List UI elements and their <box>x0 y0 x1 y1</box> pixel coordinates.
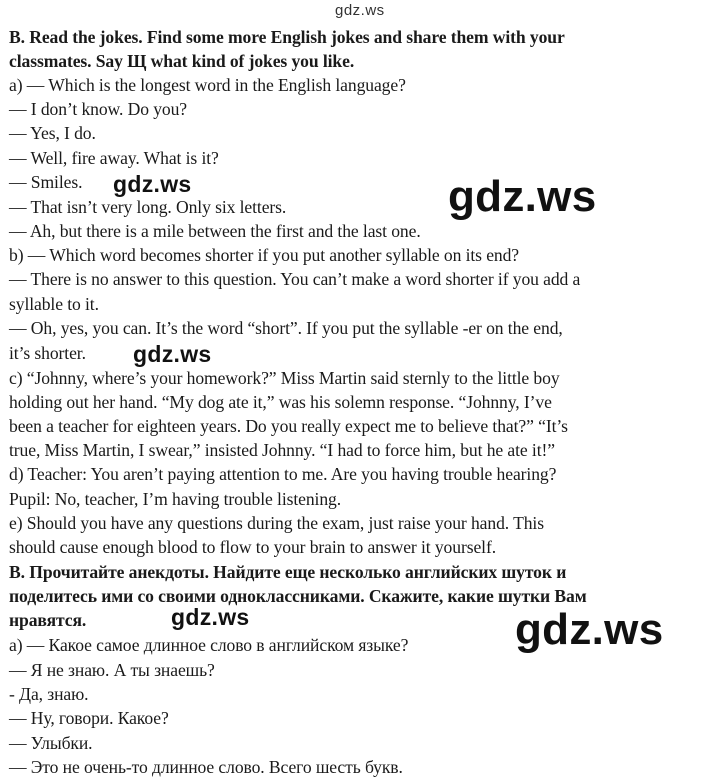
watermark-big-1: gdz.ws <box>448 172 597 221</box>
joke-a-line-5: — Smiles. <box>9 172 83 192</box>
joke-a-ru-line-2: — Я не знаю. А ты знаешь? <box>9 660 215 680</box>
joke-a-line-4: — Well, fire away. What is it? <box>9 148 219 168</box>
exercise-heading-ru-line-3: нравятся. <box>9 610 87 630</box>
joke-c-line-1: c) “Johnny, where’s your homework?” Miss Martin said sternly to the little boy <box>9 368 560 388</box>
joke-a-ru-line-3: - Да, знаю. <box>9 684 89 704</box>
watermark-small-3: gdz.ws <box>171 604 250 630</box>
watermark-top: gdz.ws <box>335 2 385 19</box>
joke-c-line-4: true, Miss Martin, I swear,” insisted Johnny. “I had to force him, but he ate it!” <box>9 440 555 460</box>
joke-a-line-1: a) — Which is the longest word in the English language? <box>9 75 406 95</box>
joke-b-line-2: — There is no answer to this question. You can’t make a word shorter if you add a <box>9 269 581 289</box>
joke-c-line-2: holding out her hand. “My dog ate it,” was his solemn response. “Johnny, I’ve <box>9 392 552 412</box>
joke-a-line-3: — Yes, I do. <box>9 123 96 143</box>
joke-e-line-2: should cause enough blood to flow to your brain to answer it yourself. <box>9 537 497 557</box>
joke-b-line-1: b) — Which word becomes shorter if you put another syllable on its end? <box>9 245 520 265</box>
joke-a-ru-line-6: — Это не очень-то длинное слово. Всего шесть букв. <box>9 757 403 777</box>
joke-b-line-5: it’s shorter. <box>9 343 86 363</box>
exercise-heading-en-line-1: B. Read the jokes. Find some more English jokes and share them with your <box>9 27 565 47</box>
exercise-heading-ru-line-2: поделитесь ими со своими одноклассниками. Скажите, какие шутки Вам <box>9 586 587 606</box>
exercise-heading-en-line-2: classmates. Say Щ what kind of jokes you like. <box>9 51 355 71</box>
exercise-heading-ru-line-1: В. Прочитайте анекдоты. Найдите еще несколько английских шуток и <box>9 562 567 582</box>
joke-a-ru-line-5: — Улыбки. <box>9 733 93 753</box>
joke-d-line-1: d) Teacher: You aren’t paying attention to me. Are you having trouble hearing? <box>9 464 557 484</box>
joke-a-ru-line-4: — Ну, говори. Какое? <box>9 708 169 728</box>
watermark-small-1: gdz.ws <box>113 171 192 197</box>
joke-b-line-4: — Oh, yes, you can. It’s the word “short”. If you put the syllable -er on the end, <box>9 318 563 338</box>
joke-a-line-6: — That isn’t very long. Only six letters. <box>9 197 287 217</box>
joke-d-line-2: Pupil: No, teacher, I’m having trouble listening. <box>9 489 342 509</box>
watermark-big-2: gdz.ws <box>515 605 664 654</box>
joke-a-line-7: — Ah, but there is a mile between the first and the last one. <box>9 221 421 241</box>
joke-a-ru-line-1: а) — Какое самое длинное слово в английском языке? <box>9 635 409 655</box>
joke-b-line-3: syllable to it. <box>9 294 99 314</box>
joke-e-line-1: e) Should you have any questions during the exam, just raise your hand. This <box>9 513 544 533</box>
watermark-small-2: gdz.ws <box>133 341 212 367</box>
joke-a-line-2: — I don’t know. Do you? <box>9 99 188 119</box>
joke-c-line-3: been a teacher for eighteen years. Do you really expect me to believe that?” “It’s <box>9 416 568 436</box>
